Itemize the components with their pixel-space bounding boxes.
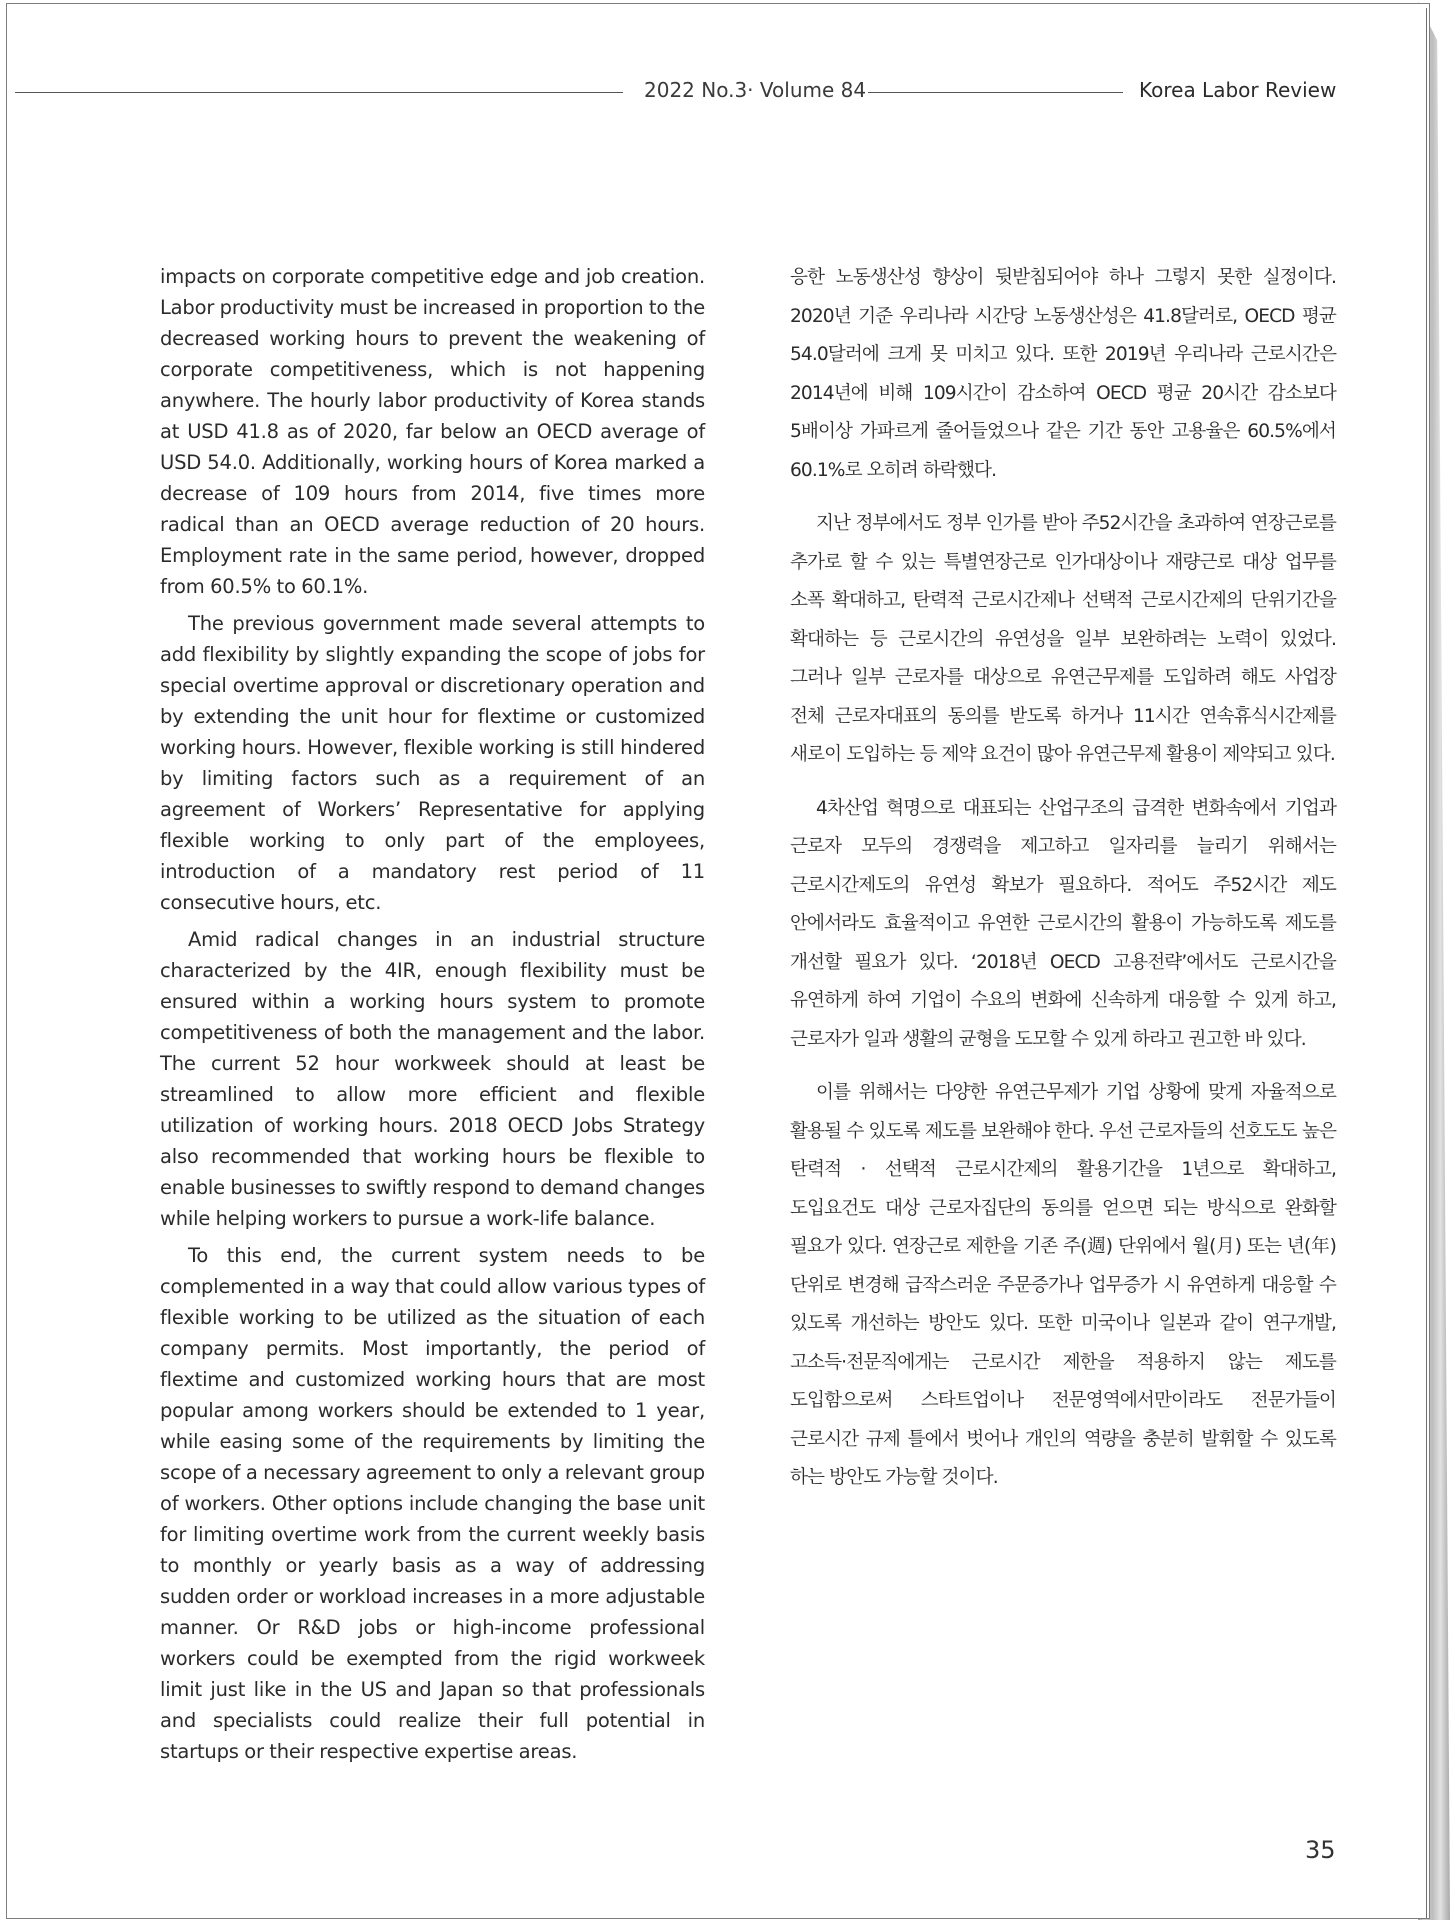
korean-text-column xyxy=(790,259,1336,1513)
issue-info: 2022 No.3· Volume 84 xyxy=(644,78,867,102)
journal-title: Korea Labor Review xyxy=(1139,78,1337,102)
page-edge-line xyxy=(1426,8,1427,1918)
magazine-page xyxy=(6,3,1430,1919)
page-number: 35 xyxy=(1305,1836,1336,1864)
header-rule-left xyxy=(15,92,623,93)
korean-paragraph-2: 지난 정부에서도 정부 인가를 받아 주52시간을 초과하여 연장근로를 추가로 할 수 있는 특별연장근로 인가대상이나 재량근로 대상 업무를 소폭 확대하고, 탄력적 근로시간제나 선택적 근로시간제의 단위기간을 확대하는 등 근로시간의 유연성을 일부 보완하려는 노력이 있었다. 그러나 일부 근로자를 대상으로 유연근무제를 도입하려 해도 사업장 전체 근로자대표의 동의를 받도록 하거나 11시간 연속휴식시간제를 새로이 도입하는 등 제약 요건이 많아 유연근무제 활용이 제약되고 있다. xyxy=(790,513,1336,765)
korean-paragraph-3: 4차산업 혁명으로 대표되는 산업구조의 급격한 변화속에서 기업과 근로자 모두의 경쟁력을 제고하고 일자리를 늘리기 위해서는 근로시간제도의 유연성 확보가 필요하다. 적어도 주52시간 제도 안에서라도 효율적이고 유연한 근로시간의 활용이 가능하도록 제도를 개선할 필요가 있다. ‘2018년 OECD 고용전략’에서도 근로시간을 유연하게 하여 기업이 수요의 변화에 신속하게 대응할 수 있게 하고, 근로자가 일과 생활의 균형을 도모할 수 있게 하라고 권고한 바 있다. xyxy=(790,797,1336,1050)
korean-paragraph-1: 응한 노동생산성 향상이 뒷받침되어야 하나 그렇지 못한 실정이다. 2020년 기준 우리나라 시간당 노동생산성은 41.8달러로, OECD 평균 54.0달러에 크게 못 미치고 있다. 또한 2019년 우리나라 근로시간은 2014년에 비해 109시간이 감소하여 OECD 평균 20시간 감소보다 5배이상 가파르게 줄어들었으나 같은 기간 동안 고용율은 60.5%에서 60.1%로 오히려 하락했다. xyxy=(790,267,1336,481)
header-rule-middle xyxy=(868,92,1123,93)
running-header xyxy=(15,76,1335,110)
english-paragraph-1: impacts on corporate competitive edge and job creation. Labor productivity must be increased in proportion to the decreased working hours to prevent the weakening of corporate competitiveness, which is not happening anywhere. The hourly labor productivity of Korea stands at USD 41.8 as of 2020, far below an OECD average of USD 54.0. Additionally, working hours of Korea marked a decrease of 109 hours from 2014, five times more radical than an OECD average reduction of 20 hours. Employment rate in the same period, however, dropped from 60.5% to 60.1%. xyxy=(160,265,705,598)
korean-paragraph-4: 이를 위해서는 다양한 유연근무제가 기업 상황에 맞게 자율적으로 활용될 수 있도록 제도를 보완해야 한다. 우선 근로자들의 선호도도 높은 탄력적 · 선택적 근로시간제의 활용기간을 1년으로 확대하고, 도입요건도 대상 근로자집단의 동의를 얻으면 되는 방식으로 완화할 필요가 있다. 연장근로 제한을 기존 주(週) 단위에서 월(月) 또는 년(年) 단위로 변경해 급작스러운 주문증가나 업무증가 시 유연하게 대응할 수 있도록 개선하는 방안도 있다. 또한 미국이나 일본과 같이 연구개발, 고소득·전문직에게는 근로시간 제한을 적용하지 않는 제도를 도입함으로써 스타트업이나 전문영역에서만이라도 전문가들이 근로시간 규제 틀에서 벗어나 개인의 역량을 충분히 발휘할 수 있도록 하는 방안도 가능할 것이다. xyxy=(790,1082,1336,1488)
english-paragraph-4: To this end, the current system needs to be complemented in a way that could allow various types of flexible working to be utilized as the situation of each company permits. Most importantly, the period of flextime and customized working hours that are most popular among workers should be extended to 1 year, while easing some of the requirements by limiting the scope of a necessary agreement to only a relevant group of workers. Other options include changing the base unit for limiting overtime work from the current weekly basis to monthly or yearly basis as a way of addressing sudden order or workload increases in a more adjustable manner. Or R&D jobs or high-income professional workers could be exempted from the rigid workweek limit just like in the US and Japan so that professionals and specialists could realize their full potential in startups or their respective expertise areas. xyxy=(160,1244,705,1763)
english-text-column xyxy=(160,261,705,1773)
english-paragraph-2: The previous government made several attempts to add flexibility by slightly expanding the scope of jobs for special overtime approval or discretionary operation and by extending the unit hour for flextime or customized working hours. However, flexible working is still hindered by limiting factors such as a requirement of an agreement of Workers’ Representative for applying flexible working to only part of the employees, introduction of a mandatory rest period of 11 consecutive hours, etc. xyxy=(160,612,705,914)
english-paragraph-3: Amid radical changes in an industrial structure characterized by the 4IR, enough flexibility must be ensured within a working hours system to promote competitiveness of both the management and the labor. The current 52 hour workweek should at least be streamlined to allow more efficient and flexible utilization of working hours. 2018 OECD Jobs Strategy also recommended that working hours be flexible to enable businesses to swiftly respond to demand changes while helping workers to pursue a work-life balance. xyxy=(160,928,705,1230)
